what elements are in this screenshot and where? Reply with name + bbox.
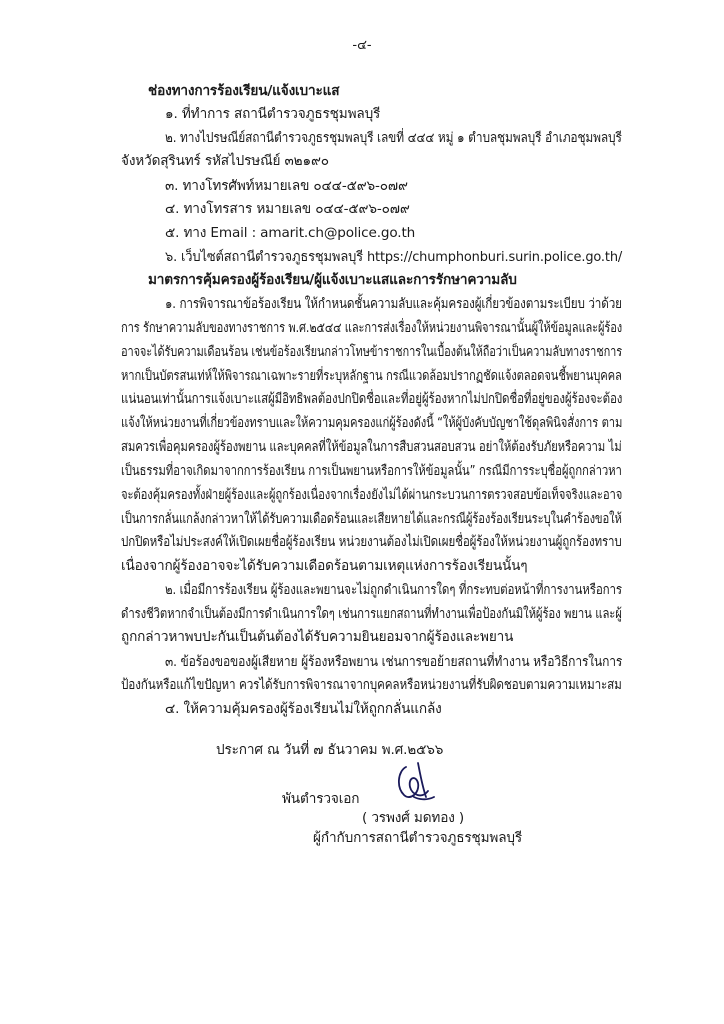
contact-item: ๖. เว็บไซต์สถานีตำรวจภูธรชุมพลบุรี https://chumphonburi.surin.police.go.th/ bbox=[165, 249, 623, 265]
paragraph-line: ๓. ข้อร้องขอของผู้เสียหาย ผู้ร้องหรือพยาน เช่นการขอย้ายสถานที่ทำงาน หรือวิธีการในการ bbox=[165, 654, 623, 670]
signer-rank: พันตำรวจเอก bbox=[282, 791, 360, 807]
contact-item: จังหวัดสุรินทร์ รหัสไปรษณีย์ ๓๒๑๙๐ bbox=[121, 153, 329, 169]
paragraph-line: จะต้องคุ้มครองทั้งฝ่ายผู้ร้องและผู้ถูกร้องเนื่องจากเรื่องยังไม่ได้ผ่านกระบวนการตรวจสอบข้อเท็จจริงและอาจ bbox=[121, 487, 623, 503]
paragraph-line: ป้องกันหรือแก้ไขปัญหา ควรได้รับการพิจารณาจากบุคคลหรือหน่วยงานที่รับผิดชอบตามความเหมาะสม bbox=[121, 677, 622, 693]
signature-image bbox=[388, 757, 438, 805]
contact-item: ๑. ที่ทำการ สถานีตำรวจภูธรชุมพลบุรี bbox=[165, 106, 381, 122]
paragraph-line: การ รักษาความลับของทางราชการ พ.ศ.๒๕๔๔ และการส่งเรื่องให้หน่วยงานพิจารณานั้นผู้ให้ข้อมูลและผู้ร้อง bbox=[121, 320, 623, 336]
contact-item: ๕. ทาง Email : amarit.ch@police.go.th bbox=[165, 225, 416, 241]
announcement-date: ประกาศ ณ วันที่ ๗ ธันวาคม พ.ศ.๒๕๖๖ bbox=[216, 742, 444, 758]
contact-heading: ช่องทางการร้องเรียน/แจ้งเบาะแส bbox=[148, 83, 340, 99]
paragraph-line: สมควรเพื่อคุมครองผู้ร้องพยาน และบุคคลที่ให้ข้อมูลในการสืบสวนสอบสวน อย่าให้ต้องรับภัยหรือความ ไม่ bbox=[121, 439, 622, 455]
paragraph-line: หากเป็นบัตรสนเท่ห์ให้พิจารณาเฉพาะรายที่ระบุหลักฐาน กรณีแวดล้อมปรากฏชัดแจ้งตลอดจนชี้พยานบุคคล bbox=[121, 368, 622, 384]
paragraph-line: เนื่องจากผู้ร้องอาจจะได้รับความเดือดร้อนตามเหตุแห่งการร้องเรียนนั้นๆ bbox=[121, 558, 528, 574]
paragraph-line: อาจจะได้รับความเดือนร้อน เช่นข้อร้องเรียนกล่าวโทษข้าราชการในเบื้องต้นให้ถือว่าเป็นความลับทางราชการ bbox=[121, 344, 622, 360]
paragraph-line: ดำรงชีวิตหากจำเป็นต้องมีการดำเนินการใดๆ เช่นการแยกสถานที่ทำงานเพื่อป้องกันมิให้ผู้ร้อง พยาน และผู้ bbox=[121, 606, 622, 622]
paragraph-line: แน่นอนเท่านั้นการแจ้งเบาะแสผู้มีอิทธิพลต้องปกปิดชื่อและที่อยู่ผู้ร้องหากไม่ปกปิดชื่อที่อยู่ของผู้ร้องจะต้อง bbox=[121, 391, 623, 407]
contact-item: ๒. ทางไปรษณีย์สถานีตำรวจภูธรชุมพลบุรี เลขที่ ๔๔๔ หมู่ ๑ ตำบลชุมพลบุรี อำเภอชุมพลบุรี bbox=[165, 130, 622, 146]
paragraph-line: ๔. ให้ความคุ้มครองผู้ร้องเรียนไม่ให้ถูกกลั่นแกล้ง bbox=[165, 701, 442, 717]
paragraph-line: เป็นการกลั่นแกล้งกล่าวหาให้ได้รับความเดือดร้อนและเสียหายได้และกรณีผู้ร้องร้องเรียนระบุในคำร้องขอให้ bbox=[121, 511, 622, 527]
page-number: -๔- bbox=[352, 38, 372, 53]
paragraph-line: ๑. การพิจารณาข้อร้องเรียน ให้กำหนดชั้นความลับและคุ้มครองผู้เกี่ยวข้องตามระเบียบ ว่าด้วย bbox=[165, 296, 622, 312]
paragraph-line: ๒. เมื่อมีการร้องเรียน ผู้ร้องและพยานจะไม่ถูกดำเนินการใดๆ ที่กระทบต่อหน้าที่การงานหรือการ bbox=[165, 582, 622, 598]
paragraph-line: ปกปิดหรือไม่ประสงค์ให้เปิดเผยชื่อผู้ร้องเรียน หน่วยงานต้องไม่เปิดเผยชื่อผู้ร้องให้หน่วยงานผู้ถูกร้องทราบ bbox=[121, 534, 622, 550]
paragraph-line: ถูกกล่าวหาพบปะกันเป็นต้นต้องได้รับความยินยอมจากผู้ร้องและพยาน bbox=[121, 629, 514, 645]
contact-item: ๓. ทางโทรศัพท์หมายเลข ๐๔๔-๕๙๖-๐๗๙ bbox=[165, 178, 408, 194]
signer-name: ( วรพงศ์ มดทอง ) bbox=[362, 810, 465, 826]
contact-item: ๔. ทางโทรสาร หมายเลข ๐๔๔-๕๙๖-๐๗๙ bbox=[165, 201, 410, 217]
protection-heading: มาตรการคุ้มครองผู้ร้องเรียน/ผู้แจ้งเบาะแสและการรักษาความลับ bbox=[148, 272, 517, 288]
signer-position: ผู้กำกับการสถานีตำรวจภูธรชุมพลบุรี bbox=[313, 830, 523, 846]
paragraph-line: เป็นธรรมที่อาจเกิดมาจากการร้องเรียน การเป็นพยานหรือการให้ข้อมูลนั้น” กรณีมีการระบุชื่อผู้ถูกกล่าวหา bbox=[121, 463, 622, 479]
paragraph-line: แจ้งให้หน่วยงานที่เกี่ยวข้องทราบและให้ความคุมครองแก่ผู้ร้องดังนี้ “ให้ผู้บังคับบัญชาใช้ดุลพินิจสั่งการ ตาม bbox=[121, 415, 623, 431]
